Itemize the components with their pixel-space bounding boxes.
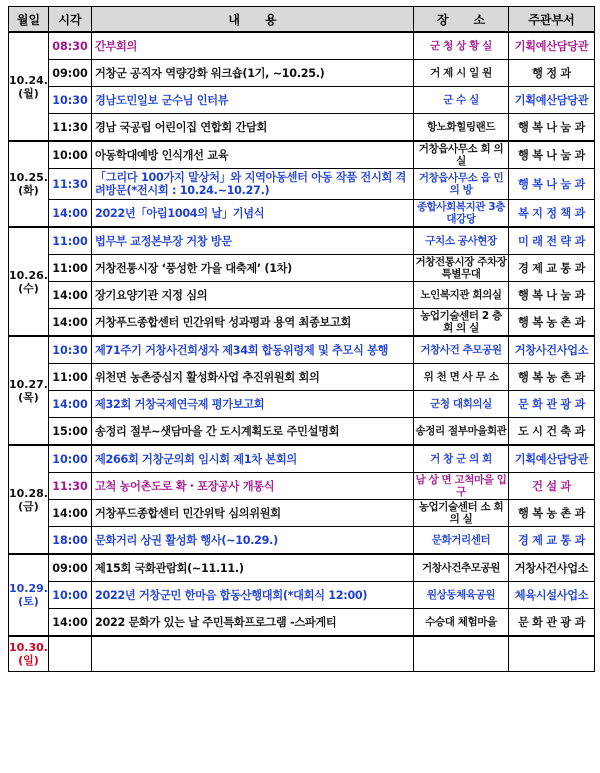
- place-cell: 거창전통시장 주차장특별무대: [414, 255, 509, 282]
- dept-cell: 행 복 농 촌 과: [509, 364, 595, 391]
- dept-cell: 문 화 관 광 과: [509, 609, 595, 637]
- event-cell: 거창군 공직자 역량강화 워크숍(1기, ~10.25.): [92, 60, 414, 87]
- place-cell: 수승대 체험마을: [414, 609, 509, 637]
- place-cell: 노인복지관 회의실: [414, 282, 509, 309]
- table-row: [9, 554, 595, 582]
- empty-cell: [414, 636, 509, 672]
- place-cell: 남 상 면 고척마을 입구: [414, 473, 509, 500]
- event-cell: 고척 농어촌도로 확・포장공사 개통식: [92, 473, 414, 500]
- place-cell: 거 창 군 의 회: [414, 445, 509, 473]
- header-dept: 주관부서: [509, 7, 595, 33]
- dept-cell: 행 정 과: [509, 60, 595, 87]
- table-row: [9, 141, 595, 169]
- table-row: [9, 418, 595, 446]
- event-cell: 2022 문화가 있는 날 주민특화프로그램 -스파게티: [92, 609, 414, 637]
- place-cell: 거창사건추모공원: [414, 554, 509, 582]
- dept-cell: 거창사건사업소: [509, 554, 595, 582]
- header-time: 시각: [49, 7, 92, 33]
- empty-cell: [49, 636, 92, 672]
- time-cell: 09:00: [49, 60, 92, 87]
- table-row: [9, 282, 595, 309]
- dept-cell: 행 복 나 눔 과: [509, 282, 595, 309]
- day-date-cell: [9, 336, 49, 445]
- event-cell: 간부회의: [92, 32, 414, 60]
- header-event: 내 용: [92, 7, 414, 33]
- place-cell: 농업기술센터 소 회 의 실: [414, 500, 509, 527]
- place-cell: 위 천 면 사 무 소: [414, 364, 509, 391]
- dept-cell: 기획예산담당관: [509, 32, 595, 60]
- header-date: 월일: [9, 7, 49, 33]
- table-row: [9, 364, 595, 391]
- empty-cell: [509, 636, 595, 672]
- table-row: [9, 391, 595, 418]
- day-date-cell: [9, 445, 49, 554]
- dept-cell: 미 래 전 략 과: [509, 227, 595, 255]
- day-weekday: (수): [18, 281, 39, 295]
- dept-cell: 행 복 농 촌 과: [509, 309, 595, 337]
- day-date-cell: [9, 141, 49, 227]
- dept-cell: 복 지 정 책 과: [509, 200, 595, 228]
- time-cell: 11:30: [49, 114, 92, 142]
- day-date: 10.30.: [9, 641, 48, 654]
- day-weekday: (금): [18, 499, 39, 513]
- day-date-cell: [9, 227, 49, 336]
- table-row: [9, 582, 595, 609]
- header-row: [9, 7, 595, 33]
- day-date: 10.29.: [9, 582, 48, 595]
- place-cell: 농업기술센터 2 층 회 의 실: [414, 309, 509, 337]
- event-cell: 경남 국공립 어린이집 연합회 간담회: [92, 114, 414, 142]
- table-row: [9, 500, 595, 527]
- table-row: [9, 32, 595, 60]
- header-place: 장 소: [414, 7, 509, 33]
- dept-cell: 기획예산담당관: [509, 87, 595, 114]
- table-row: [9, 609, 595, 637]
- event-cell: 제32회 거창국제연극제 평가보고회: [92, 391, 414, 418]
- time-cell: 14:00: [49, 500, 92, 527]
- day-date: 10.28.: [9, 486, 48, 500]
- place-cell: 거창읍사무소 읍 민 의 방: [414, 169, 509, 200]
- dept-cell: 건 설 과: [509, 473, 595, 500]
- time-cell: 14:00: [49, 200, 92, 228]
- time-cell: 10:00: [49, 582, 92, 609]
- place-cell: 군청 대회의실: [414, 391, 509, 418]
- day-date: 10.27.: [9, 377, 48, 391]
- day-weekday: (토): [18, 595, 39, 608]
- place-cell: 항노화힐링랜드: [414, 114, 509, 142]
- dept-cell: 행 복 농 촌 과: [509, 500, 595, 527]
- time-cell: 11:00: [49, 227, 92, 255]
- event-cell: 문화거리 상권 활성화 행사(~10.29.): [92, 527, 414, 555]
- table-row: [9, 200, 595, 228]
- place-cell: 종합사회복지관 3층 대강당: [414, 200, 509, 228]
- time-cell: 14:00: [49, 391, 92, 418]
- table-row: [9, 527, 595, 555]
- event-cell: 거창푸드종합센터 민간위탁 심의위원회: [92, 500, 414, 527]
- event-cell: 아동학대예방 인식개선 교육: [92, 141, 414, 169]
- day-weekday: (일): [18, 654, 39, 667]
- dept-cell: 경 제 교 통 과: [509, 527, 595, 555]
- time-cell: 15:00: [49, 418, 92, 446]
- day-weekday: (월): [18, 86, 39, 100]
- event-cell: 송정리 절부~샛담마을 간 도시계획도로 주민설명회: [92, 418, 414, 446]
- time-cell: 10:00: [49, 141, 92, 169]
- day-weekday: (화): [18, 184, 39, 197]
- dept-cell: 거창사건사업소: [509, 336, 595, 364]
- event-cell: 장기요양기관 지정 심의: [92, 282, 414, 309]
- table-row: [9, 309, 595, 337]
- time-cell: 18:00: [49, 527, 92, 555]
- event-cell: 거창푸드종합센터 민간위탁 성과평과 용역 최종보고회: [92, 309, 414, 337]
- day-date: 10.26.: [9, 268, 48, 282]
- time-cell: 14:00: [49, 309, 92, 337]
- time-cell: 11:30: [49, 169, 92, 200]
- place-cell: 거창사건 추모공원: [414, 336, 509, 364]
- day-date-cell: [9, 554, 49, 636]
- event-cell: 제266회 거창군의회 임시회 제1차 본회의: [92, 445, 414, 473]
- table-row: [9, 169, 595, 200]
- time-cell: 10:30: [49, 336, 92, 364]
- dept-cell: 행 복 나 눔 과: [509, 169, 595, 200]
- day-date: 10.24.: [9, 73, 48, 87]
- dept-cell: 도 시 건 축 과: [509, 418, 595, 446]
- dept-cell: 행 복 나 눔 과: [509, 141, 595, 169]
- event-cell: 2022년 거창군민 한마음 합동산행대회(*대회식 12:00): [92, 582, 414, 609]
- time-cell: 11:00: [49, 364, 92, 391]
- day-date-cell: [9, 636, 49, 672]
- schedule-body: [9, 32, 595, 672]
- table-row: [9, 336, 595, 364]
- table-row: [9, 473, 595, 500]
- table-row: [9, 60, 595, 87]
- place-cell: 구치소 공사현장: [414, 227, 509, 255]
- place-cell: 거창읍사무소 회 의 실: [414, 141, 509, 169]
- time-cell: 10:00: [49, 445, 92, 473]
- dept-cell: 기획예산담당관: [509, 445, 595, 473]
- day-date-cell: [9, 32, 49, 141]
- table-row: [9, 255, 595, 282]
- event-cell: 제15회 국화관람회(~11.11.): [92, 554, 414, 582]
- dept-cell: 문 화 관 광 과: [509, 391, 595, 418]
- time-cell: 11:00: [49, 255, 92, 282]
- time-cell: 08:30: [49, 32, 92, 60]
- table-row: [9, 445, 595, 473]
- event-cell: 2022년「아림1004의 날」기념식: [92, 200, 414, 228]
- day-row-empty: [9, 636, 595, 672]
- day-date: 10.25.: [9, 171, 48, 184]
- event-cell: 제71주기 거창사건희생자 제34회 합동위령제 및 추모식 봉행: [92, 336, 414, 364]
- dept-cell: 체육시설사업소: [509, 582, 595, 609]
- place-cell: 송정리 절부마을회관: [414, 418, 509, 446]
- day-weekday: (목): [18, 390, 39, 404]
- place-cell: 거 제 시 일 원: [414, 60, 509, 87]
- time-cell: 10:30: [49, 87, 92, 114]
- dept-cell: 행 복 나 눔 과: [509, 114, 595, 142]
- place-cell: 원상동체육공원: [414, 582, 509, 609]
- time-cell: 09:00: [49, 554, 92, 582]
- time-cell: 14:00: [49, 609, 92, 637]
- empty-cell: [92, 636, 414, 672]
- time-cell: 14:00: [49, 282, 92, 309]
- time-cell: 11:30: [49, 473, 92, 500]
- table-row: [9, 227, 595, 255]
- event-cell: 「그리다 100가지 말상처」와 지역아동센터 아동 작품 전시회 격려방문(*전시회 : 10.24.~10.27.): [92, 169, 414, 200]
- weekly-schedule-table: [8, 6, 595, 672]
- event-cell: 위천면 농촌중심지 활성화사업 추진위원회 회의: [92, 364, 414, 391]
- event-cell: 경남도민일보 군수님 인터뷰: [92, 87, 414, 114]
- place-cell: 군 청 상 황 실: [414, 32, 509, 60]
- schedule-wrapper: [8, 6, 594, 672]
- dept-cell: 경 제 교 통 과: [509, 255, 595, 282]
- event-cell: 법무부 교정본부장 거창 방문: [92, 227, 414, 255]
- event-cell: 거창전통시장 ‘풍성한 가을 대축제’ (1차): [92, 255, 414, 282]
- table-row: [9, 114, 595, 142]
- place-cell: 군 수 실: [414, 87, 509, 114]
- table-row: [9, 87, 595, 114]
- place-cell: 문화거리센터: [414, 527, 509, 555]
